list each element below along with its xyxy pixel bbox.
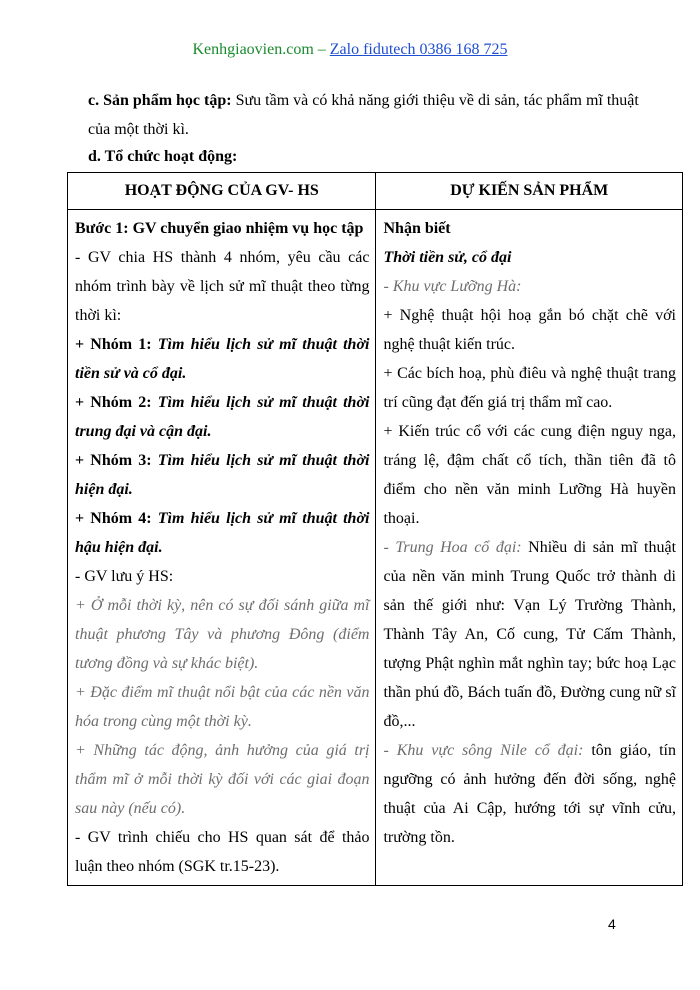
section-c-text: Sưu tầm và có khả năng giới thiệu về di sản, tác phẩm mĩ thuật của một thời kì.: [88, 92, 639, 138]
group-task: Tìm hiểu lịch sử mĩ thuật thời hậu hiện đại.: [75, 510, 370, 556]
page-header: [0, 41, 700, 59]
region-label: - Khu vực Lưỡng Hà:: [383, 278, 522, 295]
product-point: + Các bích hoạ, phù điêu và nghệ thuật trang trí cũng đạt đến giá trị thẩm mĩ cao.: [383, 365, 676, 411]
right-cell: [376, 210, 683, 886]
note-item: + Đặc điểm mĩ thuật nổi bật của các nền văn hóa trong cùng một thời kỳ.: [75, 684, 370, 730]
section-c: [88, 86, 648, 144]
china-paragraph: [383, 533, 676, 736]
section-c-label: c. Sản phẩm học tập:: [88, 92, 232, 109]
nile-text: tôn giáo, tín ngưỡng có ảnh hưởng đến đời sống, nghệ thuật của Ai Cập, hướng tới sự vĩnh cửu, trường tồn.: [383, 742, 677, 846]
product-subtitle: Thời tiền sử, cổ đại: [383, 249, 512, 266]
china-text: Nhiều di sản mĩ thuật của nền văn minh Trung Quốc trở thành di sản thế giới như: Vạn Lý Trường Thành, Thành Tây An, Cố cung, Tử Cấm Thành, tượng Phật nghìn mắt nghìn tay; bức hoạ Lạc thần phú đồ, Bách tuấn đồ, Đường cung nữ sĩ đồ,...: [383, 539, 677, 730]
table-row: [68, 210, 683, 886]
step-title: Bước 1: GV chuyển giao nhiệm vụ học tập: [75, 220, 364, 237]
group-task: Tìm hiểu lịch sử mĩ thuật thời trung đại và cận đại.: [75, 394, 370, 440]
section-d-label: d. Tổ chức hoạt động:: [88, 148, 238, 165]
header-zalo-link[interactable]: Zalo fidutech 0386 168 725: [329, 41, 508, 58]
product-title: Nhận biết: [383, 220, 451, 237]
step-intro: - GV chia HS thành 4 nhóm, yêu cầu các nhóm trình bày về lịch sử mĩ thuật theo từng thời kì:: [75, 249, 370, 324]
note-item: + Ở mỗi thời kỳ, nên có sự đối sánh giữa mĩ thuật phương Tây và phương Đông (điểm tương đồng và sự khác biệt).: [75, 597, 370, 672]
china-label: - Trung Hoa cổ đại:: [383, 539, 522, 556]
header-site[interactable]: Kenhgiaovien.com: [192, 41, 314, 58]
nile-label: - Khu vực sông Nile cổ đại:: [383, 742, 584, 759]
group-item: [75, 446, 369, 504]
group-label: + Nhóm 3:: [75, 452, 152, 469]
group-label: + Nhóm 1:: [75, 336, 152, 353]
header-separator: –: [317, 41, 326, 58]
header-products: DỰ KIẾN SẢN PHẨM: [376, 173, 683, 210]
header-activities: HOẠT ĐỘNG CỦA GV- HS: [68, 173, 376, 210]
nile-paragraph: [383, 736, 676, 852]
left-cell: [68, 210, 376, 886]
note-title: - GV lưu ý HS:: [75, 568, 174, 585]
closing-text: - GV trình chiếu cho HS quan sát để thảo luận theo nhóm (SGK tr.15-23).: [75, 829, 370, 875]
group-label: + Nhóm 2:: [75, 394, 152, 411]
group-label: + Nhóm 4:: [75, 510, 152, 527]
product-point: + Kiến trúc cổ với các cung điện nguy nga, tráng lệ, đậm chất cổ tích, thần tiên đã tô điểm cho nền văn minh Lưỡng Hà huyền thoại.: [383, 423, 676, 527]
group-task: Tìm hiểu lịch sử mĩ thuật thời tiền sử và cổ đại.: [75, 336, 370, 382]
table-header-row: [68, 173, 683, 210]
group-item: [75, 504, 369, 562]
page-number: 4: [608, 916, 616, 932]
note-item: + Những tác động, ảnh hưởng của giá trị thẩm mĩ ở mỗi thời kỳ đối với các giai đoạn sau này (nếu có).: [75, 742, 370, 817]
group-item: [75, 330, 369, 388]
activity-table: [67, 172, 683, 886]
product-point: + Nghệ thuật hội hoạ gắn bó chặt chẽ với nghệ thuật kiến trúc.: [383, 307, 676, 353]
group-task: Tìm hiểu lịch sử mĩ thuật thời hiện đại.: [75, 452, 370, 498]
group-item: [75, 388, 369, 446]
